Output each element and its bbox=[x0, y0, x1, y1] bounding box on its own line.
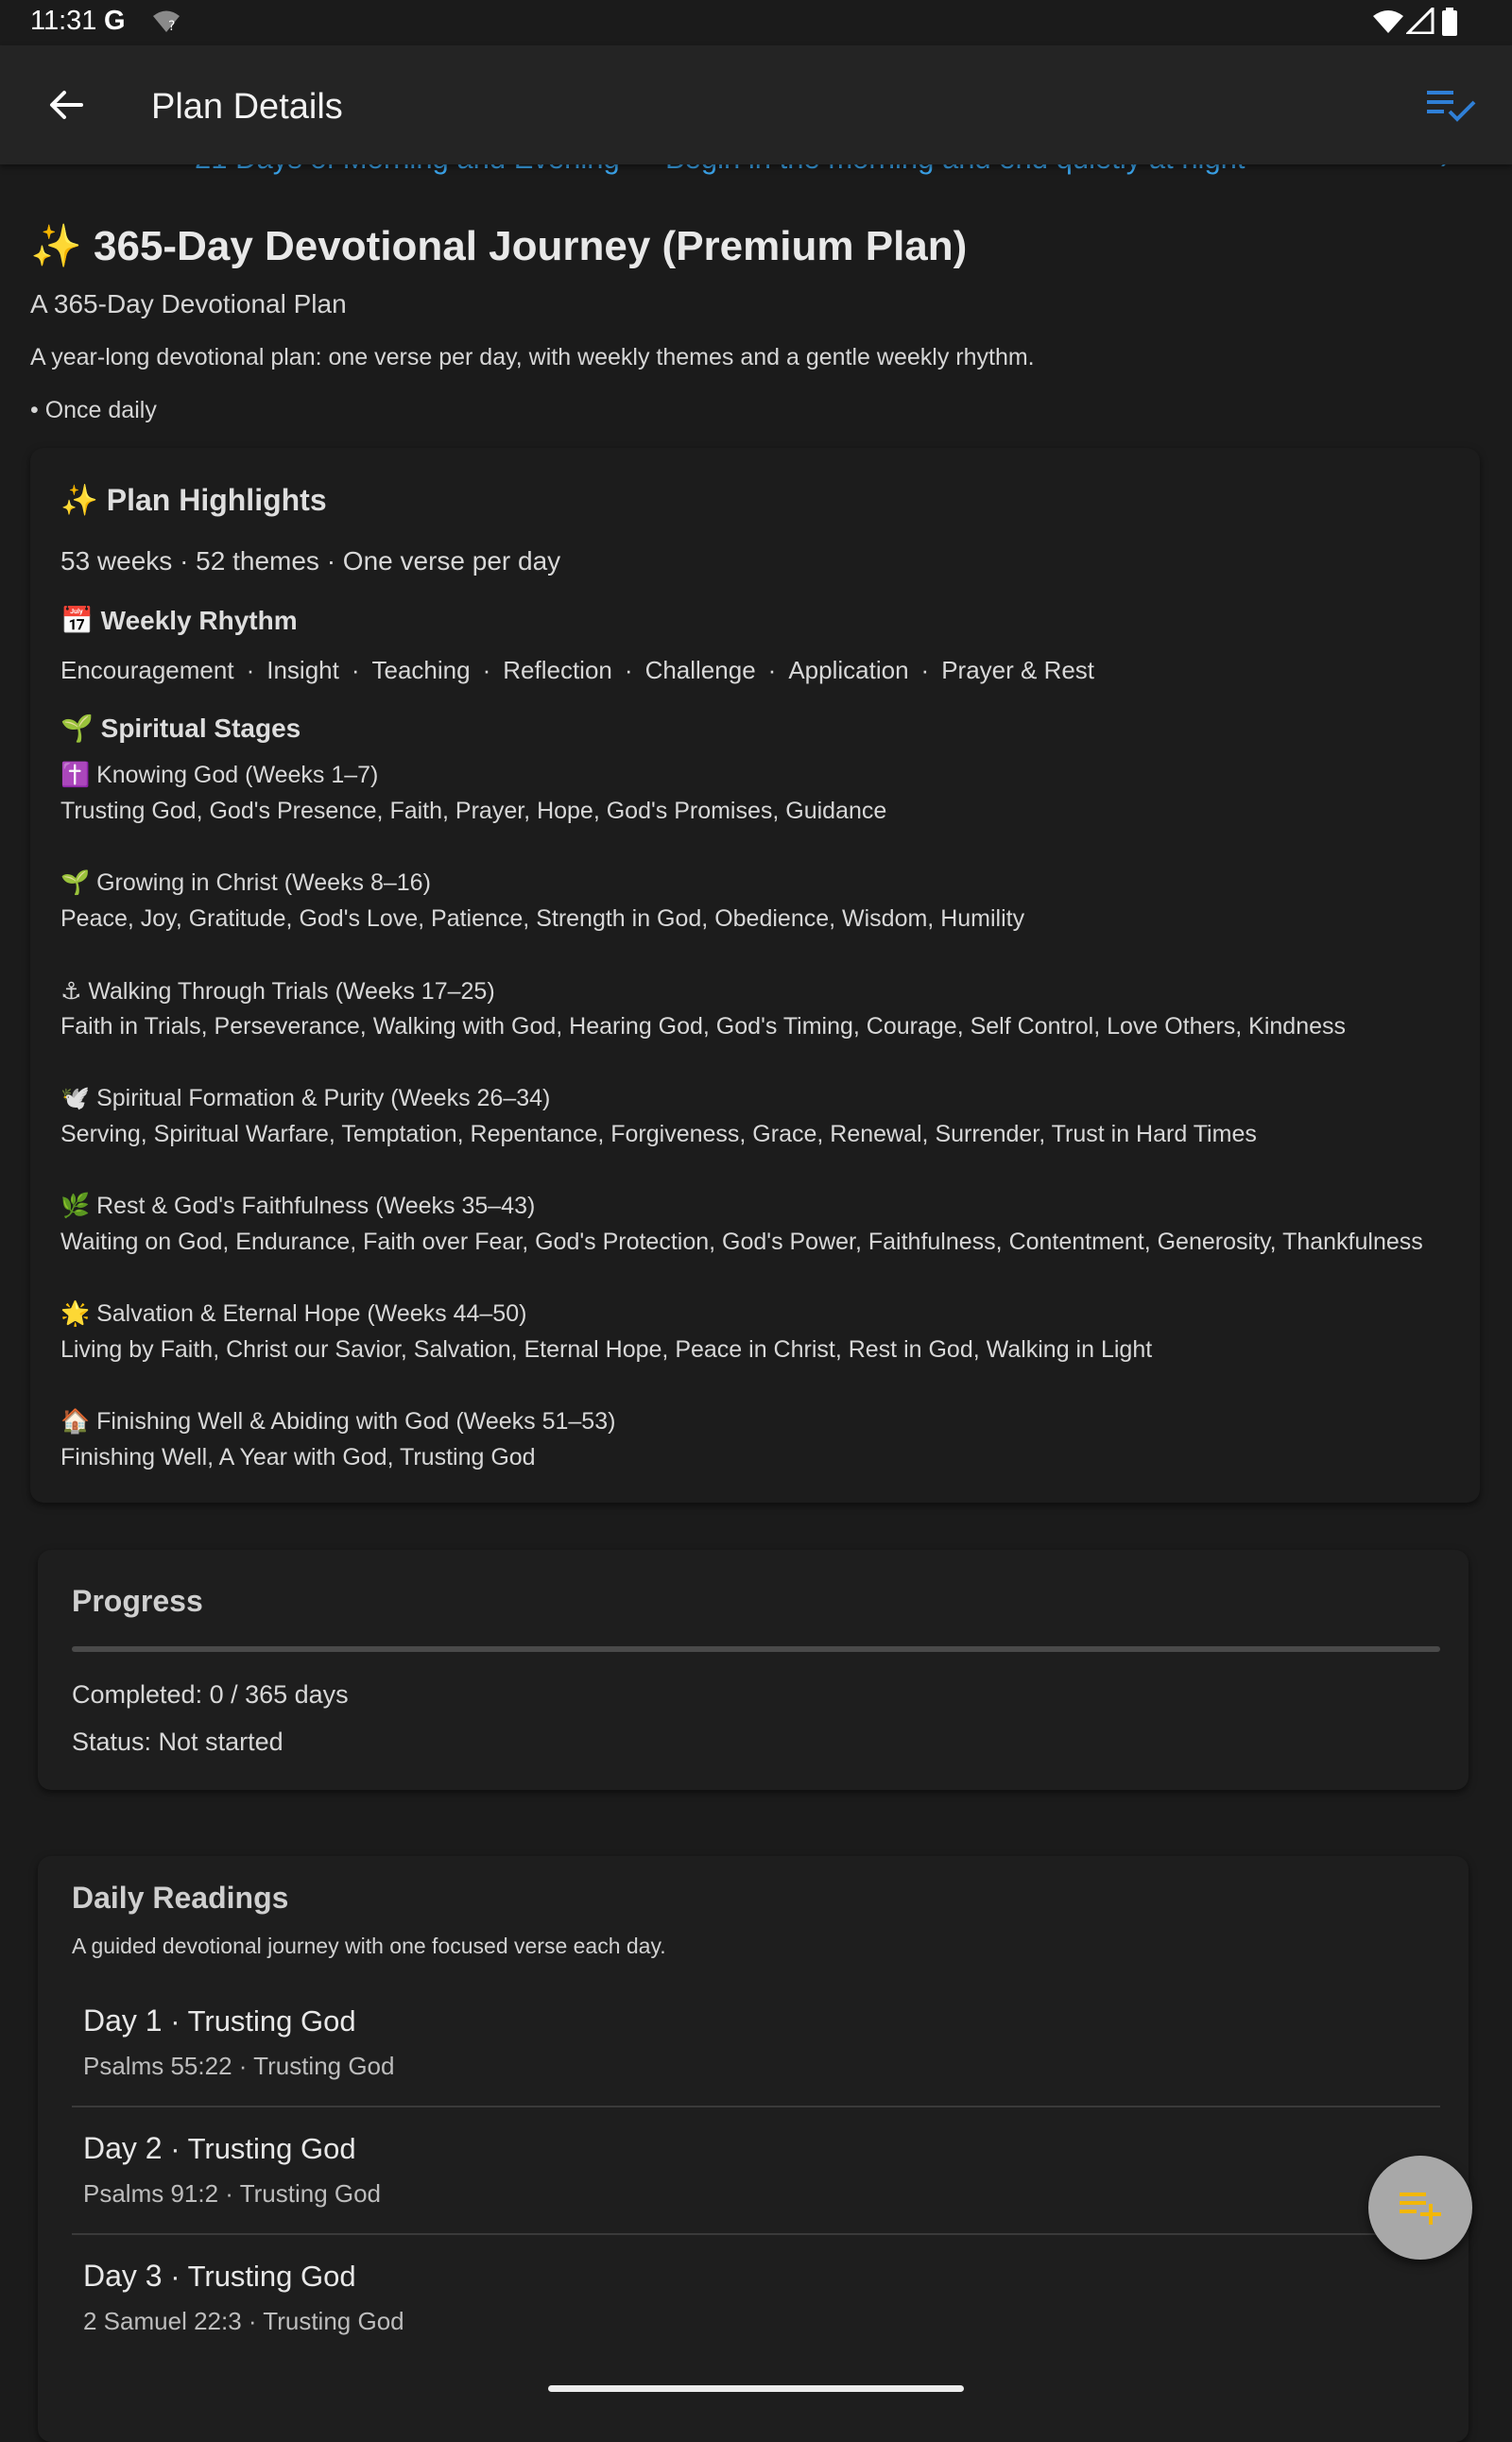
stage-themes: Serving, Spiritual Warfare, Temptation, Repentance, Forgiveness, Grace, Renewal, Surrender, Trust in Hard Times bbox=[60, 1121, 1257, 1147]
app-bar bbox=[0, 45, 1512, 164]
daily-readings-subtitle: A guided devotional journey with one focused verse each day. bbox=[72, 1934, 666, 1958]
rhythm-item: Reflection bbox=[503, 656, 612, 684]
plan-frequency: • Once daily bbox=[30, 397, 157, 423]
status-time: 11:31 bbox=[30, 6, 97, 36]
stage-themes: Faith in Trials, Perseverance, Walking with God, Hearing God, God's Timing, Courage, Self Control, Love Others, Kindness bbox=[60, 1013, 1347, 1040]
progress-heading: Progress bbox=[72, 1584, 203, 1618]
progress-completed: Completed: 0 / 365 days bbox=[72, 1680, 349, 1709]
day-reference: Psalms 91:2 · Trusting God bbox=[83, 2179, 382, 2208]
stage-item bbox=[60, 1193, 1423, 1256]
day-reading-item[interactable] bbox=[83, 2259, 404, 2336]
stage-item bbox=[60, 1408, 615, 1471]
divider bbox=[72, 2233, 1440, 2235]
day-number: Day 1 bbox=[83, 2003, 163, 2038]
day-reference: 2 Samuel 22:3 · Trusting God bbox=[83, 2307, 404, 2335]
stage-title: 🌱 Growing in Christ (Weeks 8–16) bbox=[60, 869, 431, 896]
battery-icon bbox=[1442, 8, 1457, 36]
progress-status: Status: Not started bbox=[72, 1728, 284, 1756]
stage-title: ✝️ Knowing God (Weeks 1–7) bbox=[60, 762, 379, 788]
day-number: Day 3 bbox=[83, 2259, 163, 2293]
status-bar bbox=[0, 0, 1512, 45]
stage-item bbox=[60, 762, 886, 825]
page-title: Plan Details bbox=[151, 87, 343, 127]
day-reading-item[interactable] bbox=[83, 2003, 394, 2081]
wifi-unknown-icon bbox=[151, 8, 181, 34]
day-number: Day 2 bbox=[83, 2131, 163, 2165]
stage-title: 🏠 Finishing Well & Abiding with God (Weeks 51–53) bbox=[60, 1408, 616, 1435]
plan-subtitle: A 365-Day Devotional Plan bbox=[30, 289, 347, 318]
stage-title: 🕊️ Spiritual Formation & Purity (Weeks 26–34) bbox=[60, 1085, 551, 1111]
back-button[interactable] bbox=[43, 85, 93, 125]
stage-item bbox=[60, 869, 1024, 933]
day-title: · Trusting God bbox=[162, 2004, 356, 2038]
stage-themes: Waiting on God, Endurance, Faith over Fear, God's Protection, God's Power, Faithfulness, Contentment, Generosity, Thankfulness bbox=[60, 1229, 1423, 1255]
day-reading-item[interactable] bbox=[83, 2131, 381, 2209]
plan-title: ✨ 365-Day Devotional Journey (Premium Plan) bbox=[30, 223, 968, 269]
rhythm-item: Application bbox=[788, 656, 909, 684]
day-title: · Trusting God bbox=[162, 2132, 356, 2165]
rhythm-item: Challenge bbox=[644, 656, 756, 684]
weekly-rhythm-heading: 📅 Weekly Rhythm bbox=[60, 606, 298, 635]
playlist-add-icon[interactable] bbox=[1398, 2187, 1443, 2228]
arrow-back-icon[interactable] bbox=[43, 85, 93, 125]
progress-bar bbox=[72, 1646, 1440, 1652]
rhythm-item: Insight bbox=[266, 656, 339, 684]
playlist-check-icon[interactable] bbox=[1425, 85, 1478, 127]
stage-item bbox=[60, 977, 1346, 1040]
wifi-icon bbox=[1372, 8, 1404, 34]
stage-title: 🌟 Salvation & Eternal Hope (Weeks 44–50) bbox=[60, 1300, 527, 1327]
google-icon: G bbox=[104, 6, 126, 36]
day-title: · Trusting God bbox=[162, 2260, 356, 2293]
signal-icon bbox=[1406, 8, 1435, 34]
svg-text:?: ? bbox=[168, 19, 176, 34]
stage-themes: Finishing Well, A Year with God, Trusting God bbox=[60, 1444, 536, 1470]
mark-complete-button[interactable] bbox=[1425, 85, 1478, 127]
plan-description: A year-long devotional plan: one verse per day, with weekly themes and a gentle weekly rhythm. bbox=[30, 344, 1035, 370]
home-indicator[interactable] bbox=[548, 2385, 964, 2392]
stage-item bbox=[60, 1085, 1257, 1148]
spiritual-stages-heading: 🌱 Spiritual Stages bbox=[60, 714, 301, 743]
weekly-rhythm-list: Encouragement · Insight · Teaching · Reflection · Challenge · Application · Prayer & Rest bbox=[60, 656, 1095, 684]
stage-themes: Peace, Joy, Gratitude, God's Love, Patience, Strength in God, Obedience, Wisdom, Humility bbox=[60, 905, 1025, 932]
stage-themes: Living by Faith, Christ our Savior, Salvation, Eternal Hope, Peace in Christ, Rest in God, Walking in Light bbox=[60, 1336, 1153, 1363]
plan-highlights-heading: ✨ Plan Highlights bbox=[60, 483, 327, 517]
daily-readings-heading: Daily Readings bbox=[72, 1881, 289, 1915]
stage-title: 🌿 Rest & God's Faithfulness (Weeks 35–43) bbox=[60, 1193, 536, 1219]
rhythm-item: Teaching bbox=[371, 656, 471, 684]
plan-highlights-summary: 53 weeks · 52 themes · One verse per day bbox=[60, 546, 561, 576]
rhythm-item: Encouragement bbox=[60, 656, 234, 684]
day-reference: Psalms 55:22 · Trusting God bbox=[83, 2052, 395, 2080]
stage-themes: Trusting God, God's Presence, Faith, Prayer, Hope, God's Promises, Guidance bbox=[60, 798, 887, 824]
stage-item bbox=[60, 1300, 1152, 1364]
divider bbox=[72, 2106, 1440, 2107]
stage-title: ⚓ Walking Through Trials (Weeks 17–25) bbox=[60, 978, 495, 1005]
add-to-playlist-fab[interactable] bbox=[1368, 2156, 1472, 2260]
rhythm-item: Prayer & Rest bbox=[941, 656, 1095, 684]
